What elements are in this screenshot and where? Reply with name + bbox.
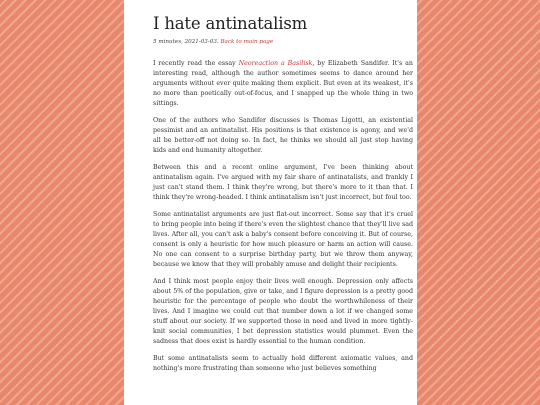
essay-link[interactable]: Neoreaction a Basilisk <box>238 60 313 67</box>
intro-text-after: , by Elizabeth Sandifer. It's an interesting read, although the author sometimes seems to dance around her arguments without ever quite making them explicit. But even at its weakest, it's no more than poetically out-of-focus, and I snapped up the whole thing in two sittings. <box>153 60 413 107</box>
paragraph-depression: And I think most people enjoy their lives well enough. Depression only affects about 5% of the population, give or take, and I figure depression is a pretty good heuristic for the percentage of people who doubt the worthwhileness of their lives. And I imagine we could cut that number down a lot if we changed some stuff about our society. If we supported those in need and lived in more tightly-knit social communities, I bet depression statistics would plummet. Even the sadness that does exist is hardly essential to the human condition. <box>153 278 413 345</box>
back-to-main-link[interactable]: Back to main page <box>220 39 274 45</box>
article-page <box>124 0 417 405</box>
intro-text-before: I recently read the essay <box>153 60 239 67</box>
paragraph-intro <box>153 59 413 109</box>
reading-time: 5 minutes, 2021-03-03. <box>153 39 219 45</box>
paragraph-ligotti: One of the authors who Sandifer discusses is Thomas Ligotti, an existential pessimist and an antinatalist. His positions is that existence is agony, and we'd all be better-off not doing so. In fact, he thinks we should all just stop having kids and end humanity altogether. <box>153 117 413 154</box>
post-meta <box>153 38 413 46</box>
paragraph-axiomatic: But some antinatalists seem to actually hold different axiomatic values, and nothing's more frustrating than someone who just believes something <box>153 355 413 372</box>
paragraph-consent: Some antinatalist arguments are just flat-out incorrect. Some say that it's cruel to bring people into being if there's even the slightest chance that they'll live sad lives. After all, you can't ask a baby's consent before conceiving it. But of course, consent is only a heuristic for how much pleasure or harm an action will cause. No one can consent to a surprise birthday party, but we throw them anyway, because we know that they will probably amuse and delight their recipients. <box>153 211 413 268</box>
article-content <box>124 0 417 374</box>
post-title: I hate antinatalism <box>153 14 308 33</box>
paragraph-argument: Between this and a recent online argument, I've been thinking about antinatalism again. I've argued with my fair share of antinatalists, and frankly I just can't stand them. I think they're wrong, but there's more to it than that. I think they're wrong-headed. I think antinatalism isn't just incorrect, but foul too. <box>153 164 413 201</box>
